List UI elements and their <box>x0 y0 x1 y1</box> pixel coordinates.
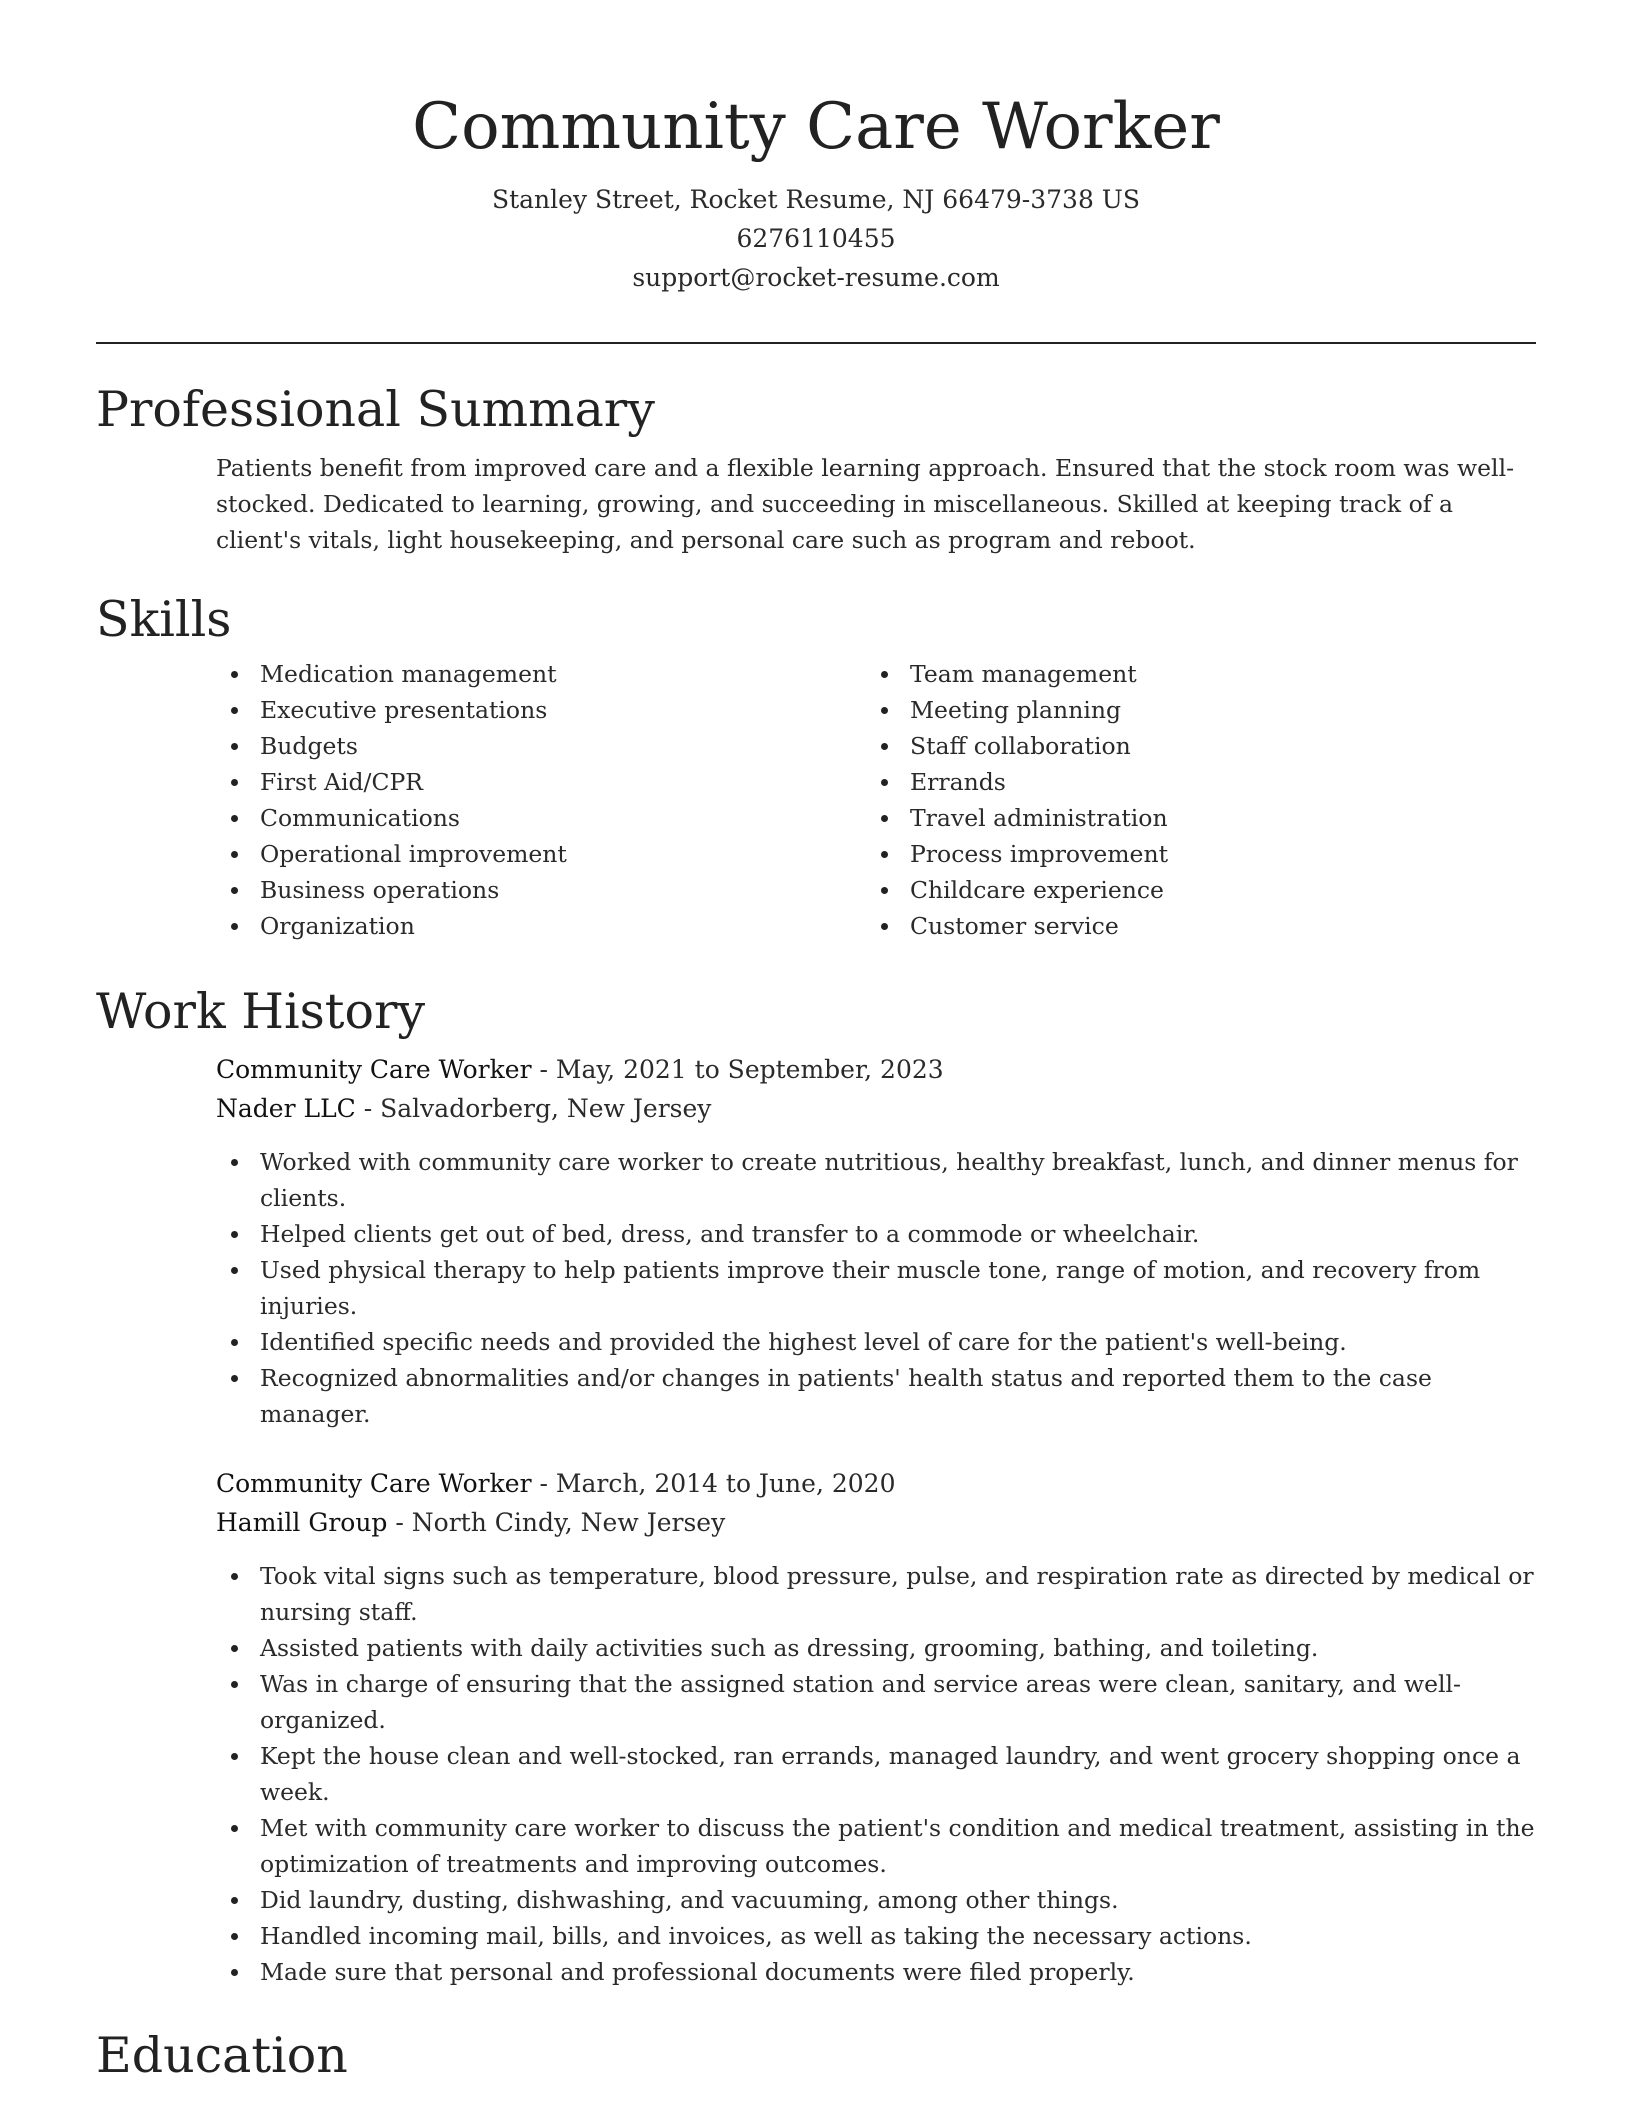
job-role: Community Care Worker <box>216 1055 532 1084</box>
skill-item: Childcare experience <box>866 872 1516 908</box>
job-title-line <box>216 1464 1536 1503</box>
skill-item: Customer service <box>866 908 1516 944</box>
job-company-line <box>216 1503 1536 1542</box>
contact-phone: 6276110455 <box>736 224 896 253</box>
skill-item: Organization <box>216 908 866 944</box>
skills-section <box>96 588 1536 944</box>
education-section <box>96 2024 1536 2088</box>
job-bullet: Took vital signs such as temperature, blood pressure, pulse, and respiration rate as directed by medical or nursing staff. <box>216 1558 1536 1630</box>
job-location: - Salvadorberg, New Jersey <box>355 1094 712 1123</box>
skills-columns <box>216 656 1536 944</box>
contact-email: support@rocket-resume.com <box>632 263 1000 292</box>
job-bullet: Recognized abnormalities and/or changes in patients' health status and reported them to the case manager. <box>216 1360 1536 1432</box>
resume-header <box>0 82 1632 297</box>
job-bullet: Helped clients get out of bed, dress, and transfer to a commode or wheelchair. <box>216 1216 1536 1252</box>
job-location: - North Cindy, New Jersey <box>387 1508 726 1537</box>
job-company: Hamill Group <box>216 1508 388 1537</box>
summary-text: Patients benefit from improved care and a flexible learning approach. Ensured that the stock room was well-stocked. Dedicated to learning, growing, and succeeding in miscellaneous. Skilled at keeping track of a client's vitals, light housekeeping, and personal care such as program and reboot. <box>216 454 1515 554</box>
job-company-line <box>216 1089 1536 1128</box>
skill-item: Travel administration <box>866 800 1516 836</box>
job-role: Community Care Worker <box>216 1469 532 1498</box>
work-history-title: Work History <box>96 983 426 1040</box>
skills-list-right <box>866 656 1516 944</box>
skills-list-left <box>216 656 866 944</box>
job-bullet: Met with community care worker to discuss the patient's condition and medical treatment, assisting in the optimization of treatments and improving outcomes. <box>216 1810 1536 1882</box>
job-bullet: Handled incoming mail, bills, and invoices, as well as taking the necessary actions. <box>216 1918 1536 1954</box>
summary-section <box>96 378 1536 558</box>
job-entry <box>216 1464 1536 1990</box>
candidate-name: Community Care Worker <box>412 90 1220 164</box>
job-bullets <box>216 1144 1536 1432</box>
summary-title: Professional Summary <box>96 381 655 438</box>
skills-title: Skills <box>96 591 232 648</box>
work-history-section <box>96 980 1536 2022</box>
skill-item: Business operations <box>216 872 866 908</box>
job-bullet: Kept the house clean and well-stocked, ran errands, managed laundry, and went grocery shopping once a week. <box>216 1738 1536 1810</box>
skill-item: Team management <box>866 656 1516 692</box>
skill-item: Meeting planning <box>866 692 1516 728</box>
job-bullet: Identified specific needs and provided the highest level of care for the patient's well-being. <box>216 1324 1536 1360</box>
summary-body <box>216 450 1536 558</box>
job-company: Nader LLC <box>216 1094 356 1123</box>
skill-item: Operational improvement <box>216 836 866 872</box>
job-dates: - May, 2021 to September, 2023 <box>531 1055 944 1084</box>
skill-item: Budgets <box>216 728 866 764</box>
skill-item: Staff collaboration <box>866 728 1516 764</box>
job-bullet: Made sure that personal and professional documents were filed properly. <box>216 1954 1536 1990</box>
skill-item: Executive presentations <box>216 692 866 728</box>
job-title-line <box>216 1050 1536 1089</box>
job-bullet: Assisted patients with daily activities such as dressing, grooming, bathing, and toileting. <box>216 1630 1536 1666</box>
job-bullet: Did laundry, dusting, dishwashing, and vacuuming, among other things. <box>216 1882 1536 1918</box>
header-divider <box>96 342 1536 344</box>
skill-item: Errands <box>866 764 1516 800</box>
job-bullet: Used physical therapy to help patients improve their muscle tone, range of motion, and recovery from injuries. <box>216 1252 1536 1324</box>
job-bullets <box>216 1558 1536 1990</box>
skill-item: Medication management <box>216 656 866 692</box>
contact-address: Stanley Street, Rocket Resume, NJ 66479-3738 US <box>491 185 1141 214</box>
job-bullet: Was in charge of ensuring that the assigned station and service areas were clean, sanitary, and well-organized. <box>216 1666 1536 1738</box>
job-bullet: Worked with community care worker to create nutritious, healthy breakfast, lunch, and dinner menus for clients. <box>216 1144 1536 1216</box>
skill-item: Communications <box>216 800 866 836</box>
job-entry <box>216 1050 1536 1432</box>
skill-item: Process improvement <box>866 836 1516 872</box>
job-dates: - March, 2014 to June, 2020 <box>531 1469 896 1498</box>
education-title: Education <box>96 2027 348 2084</box>
skill-item: First Aid/CPR <box>216 764 866 800</box>
work-history-body <box>216 1050 1536 1990</box>
